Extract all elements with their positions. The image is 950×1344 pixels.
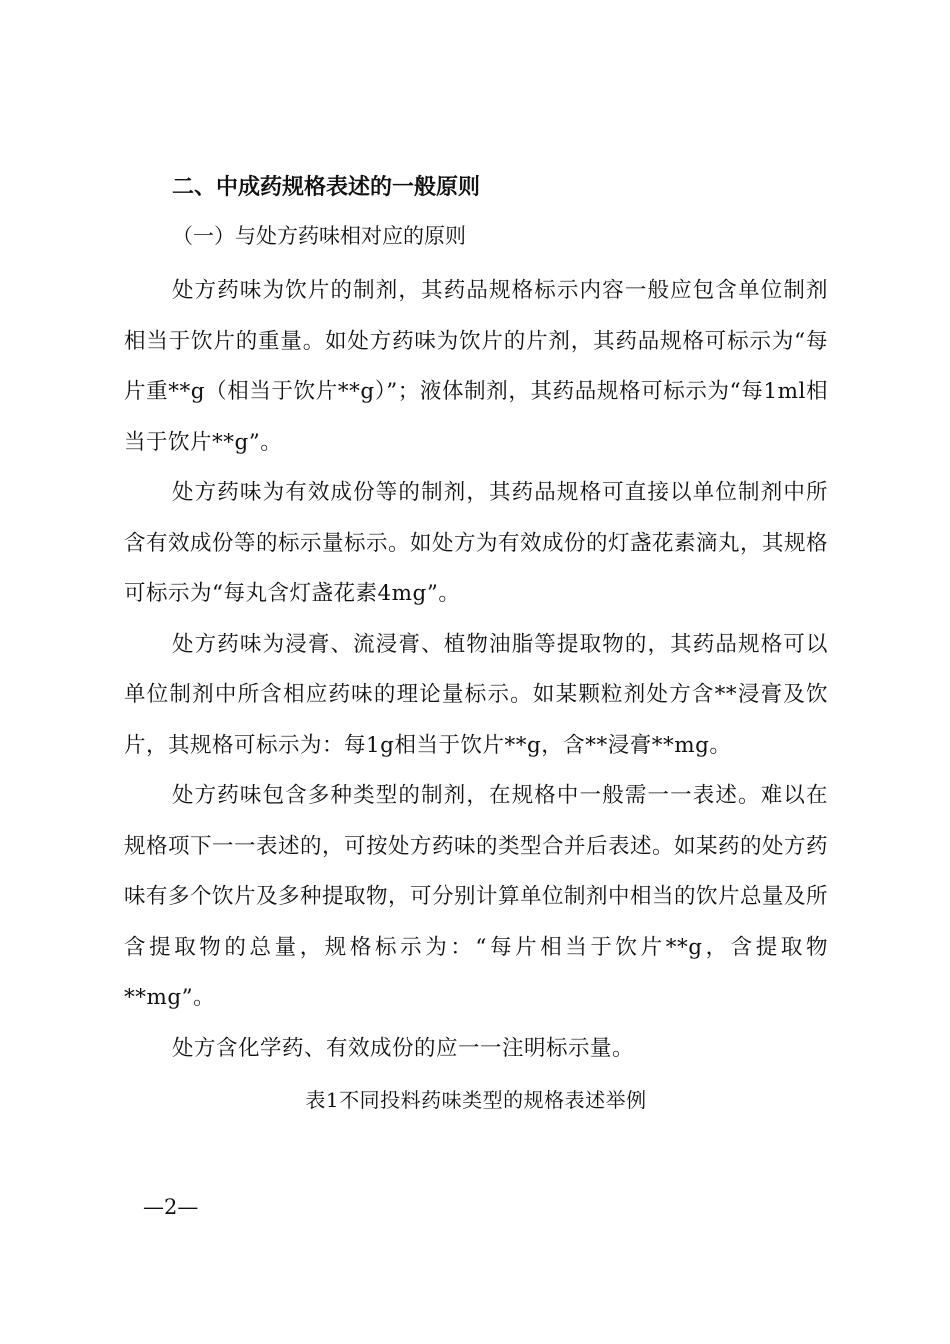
document-body	[124, 168, 828, 1120]
paragraph-4: 处方药味包含多种类型的制剂，在规格中一般需一一表述。难以在规格项下一一表述的，可按处方药味的类型合并后表述。如某药的处方药味有多个饮片及多种提取物，可分别计算单位制剂中相当的饮片总量及所含提取物的总量，规格标示为：“每片相当于饮片**g，含提取物**mg”。	[124, 783, 829, 1010]
paragraph-5: 处方含化学药、有效成份的应一一注明标示量。	[172, 1035, 635, 1061]
paragraph-2: 处方药味为有效成份等的制剂，其药品规格可直接以单位制剂中所含有效成份等的标示量标示。如处方为有效成份的灯盏花素滴丸，其规格可标示为“每丸含灯盏花素4mg”。	[124, 480, 829, 606]
paragraph-3: 处方药味为浸膏、流浸膏、植物油脂等提取物的，其药品规格可以单位制剂中所含相应药味的理论量标示。如某颗粒剂处方含**浸膏及饮片，其规格可标示为：每1g相当于饮片**g，含**浸膏**mg。	[124, 631, 828, 758]
page-number: —2—	[143, 1195, 199, 1219]
section-heading: 二、中成药规格表述的一般原则	[172, 175, 481, 200]
paragraph-1: 处方药味为饮片的制剂，其药品规格标示内容一般应包含单位制剂相当于饮片的重量。如处方药味为饮片的片剂，其药品规格可标示为“每片重**g（相当于饮片**g）”；液体制剂，其药品规格可标示为“每1ml相当于饮片**g”。	[124, 278, 828, 455]
subsection-heading: （一）与处方药味相对应的原则	[172, 224, 466, 248]
table-caption: 表1不同投料药味类型的规格表述举例	[305, 1088, 647, 1112]
